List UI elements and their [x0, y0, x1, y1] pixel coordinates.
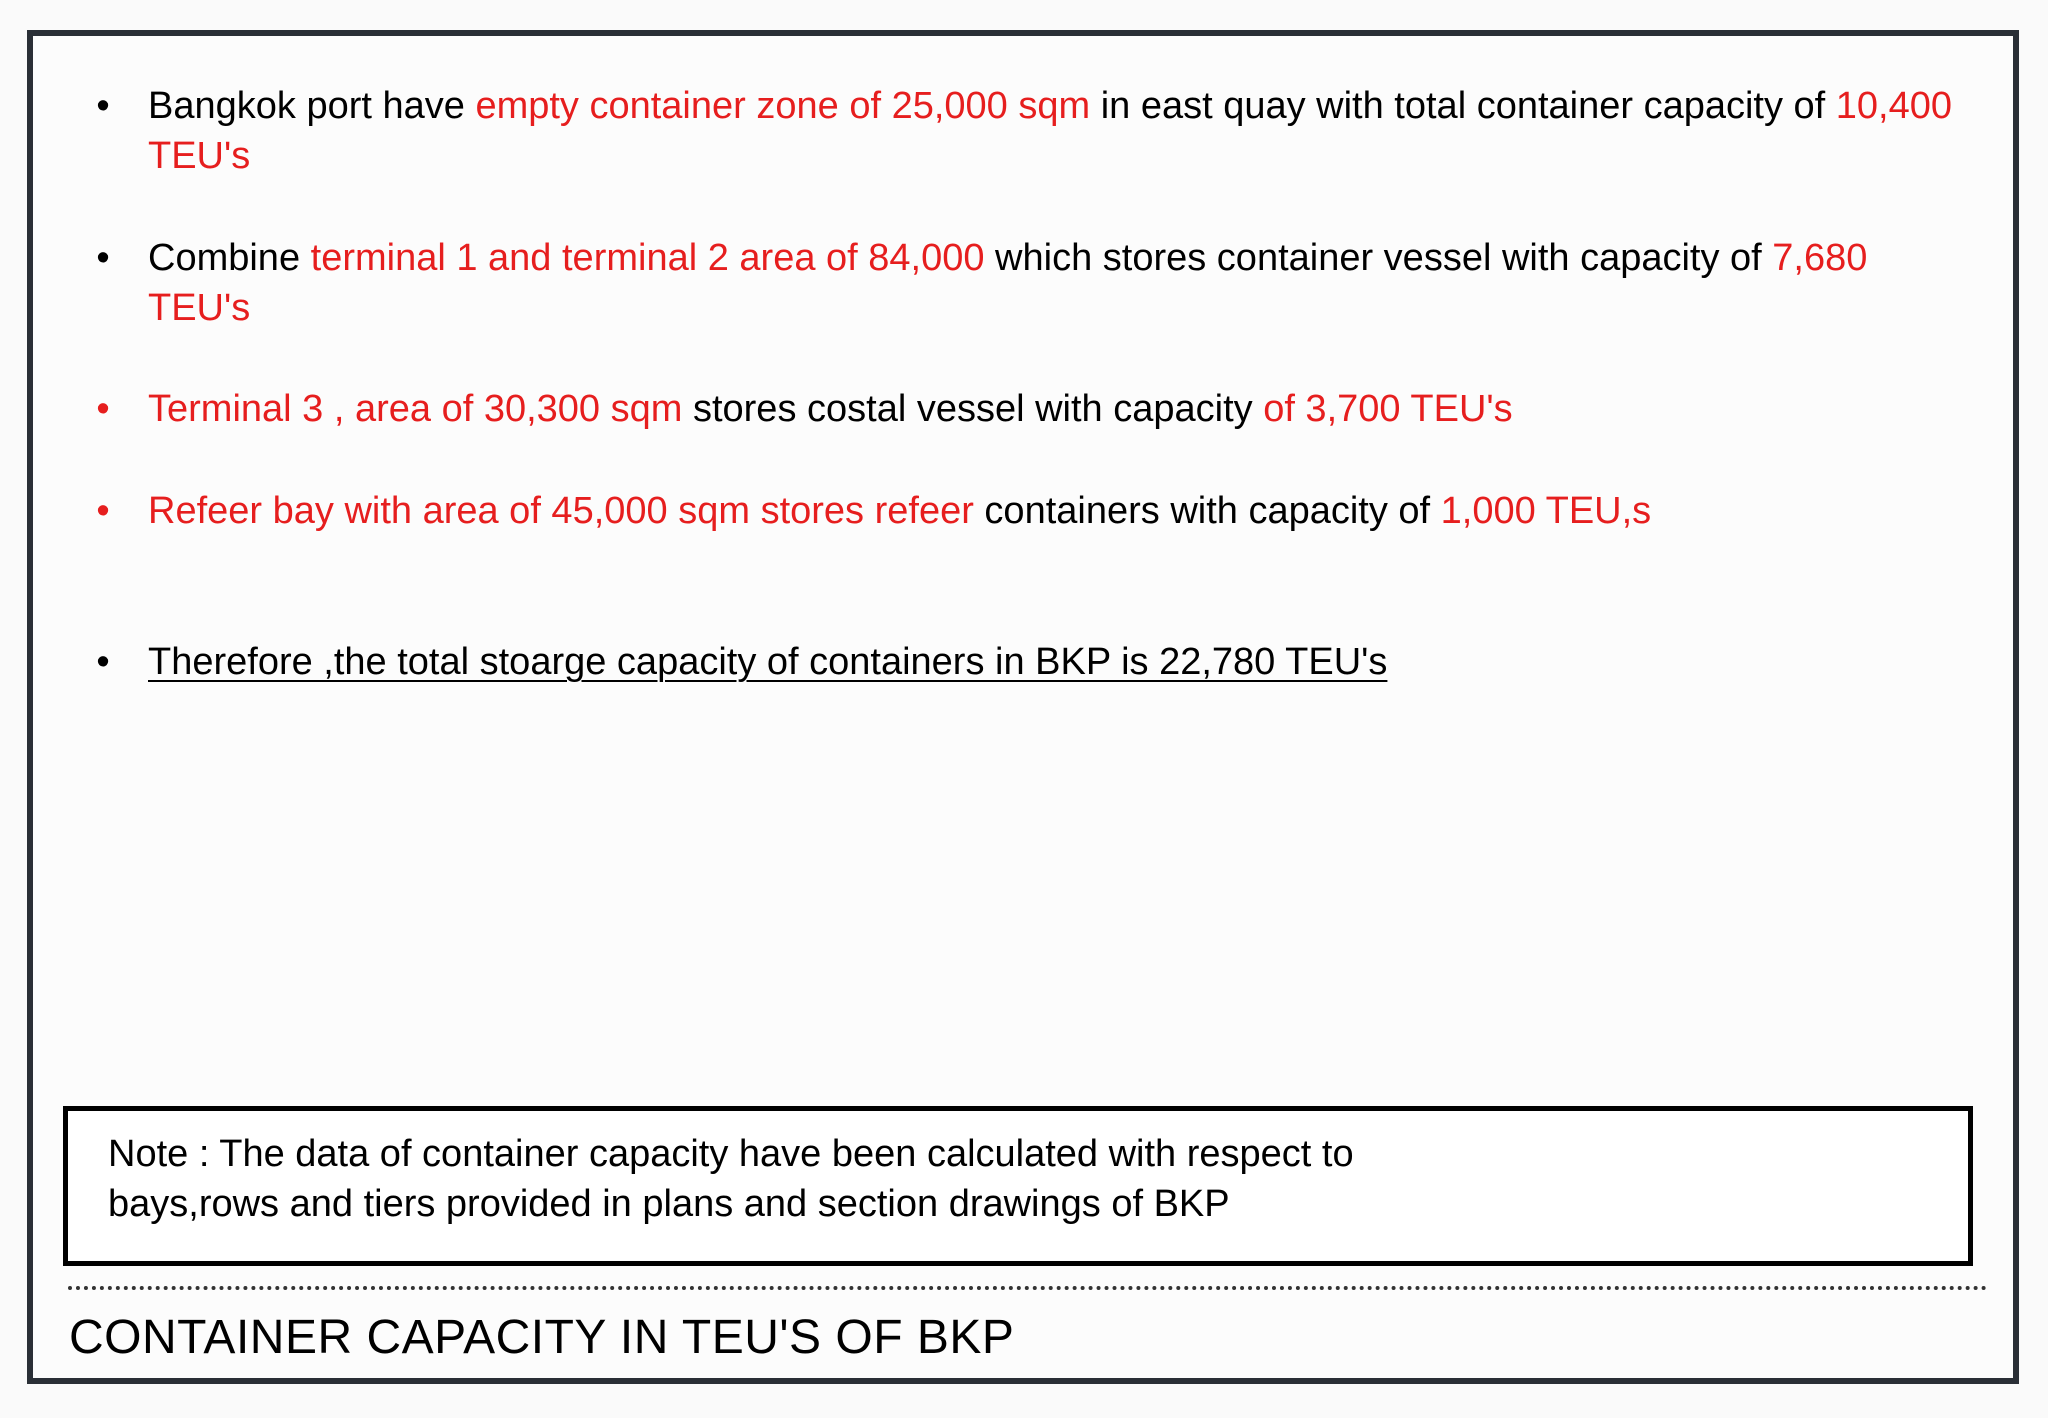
bullet-text-highlight: 10,400 TEU's — [148, 85, 1953, 177]
bullet-text — [148, 486, 1973, 536]
bullet-text-highlight: empty container zone of 25,000 sqm — [475, 85, 1091, 127]
bullet-marker: • — [96, 85, 110, 127]
bullet-text-highlight: terminal 1 and terminal 2 area of 84,000 — [310, 237, 985, 279]
bullet-text — [148, 233, 1973, 333]
slide-frame — [27, 30, 2019, 1384]
bullet-text-highlight: 1,000 TEU,s — [1440, 490, 1652, 532]
bullet-text-part: Combine — [148, 237, 311, 279]
bullet-text — [148, 81, 1973, 181]
page-title: CONTAINER CAPACITY IN TEU'S OF BKP — [69, 1311, 1015, 1364]
bullet-text-highlight: Refeer bay with area of 45,000 sqm stores refeer — [148, 490, 974, 532]
bullet-text-part: stores costal vessel with capacity — [682, 388, 1264, 430]
dotted-divider — [68, 1286, 1988, 1290]
note-box — [63, 1106, 1973, 1266]
bullet-text-highlight: Terminal 3 , area of 30,300 sqm — [148, 388, 683, 430]
bullet-text — [148, 637, 1973, 687]
bullet-marker: • — [96, 388, 110, 430]
bullet-text-part: Bangkok port have — [148, 85, 476, 127]
bullet-text — [148, 384, 1973, 434]
bullet-text-highlight: 7,680 TEU's — [148, 237, 1868, 329]
bullet-text-part: in east quay with total container capacity of — [1090, 85, 1836, 127]
note-line: bays,rows and tiers provided in plans and section drawings of BKP — [108, 1183, 1230, 1225]
note-text — [108, 1129, 1608, 1229]
conclusion-text: Therefore ,the total stoarge capacity of containers in BKP is 22,780 TEU's — [148, 641, 1388, 683]
bullet-text-part: which stores container vessel with capacity of — [984, 237, 1773, 279]
bullet-marker: • — [96, 641, 110, 683]
bullet-marker: • — [96, 490, 110, 532]
bullet-text-highlight: of 3,700 TEU's — [1263, 388, 1513, 430]
bullet-text-part: containers with capacity of — [973, 490, 1441, 532]
note-line: Note : The data of container capacity have been calculated with respect to — [108, 1133, 1354, 1175]
bullet-marker: • — [96, 237, 110, 279]
